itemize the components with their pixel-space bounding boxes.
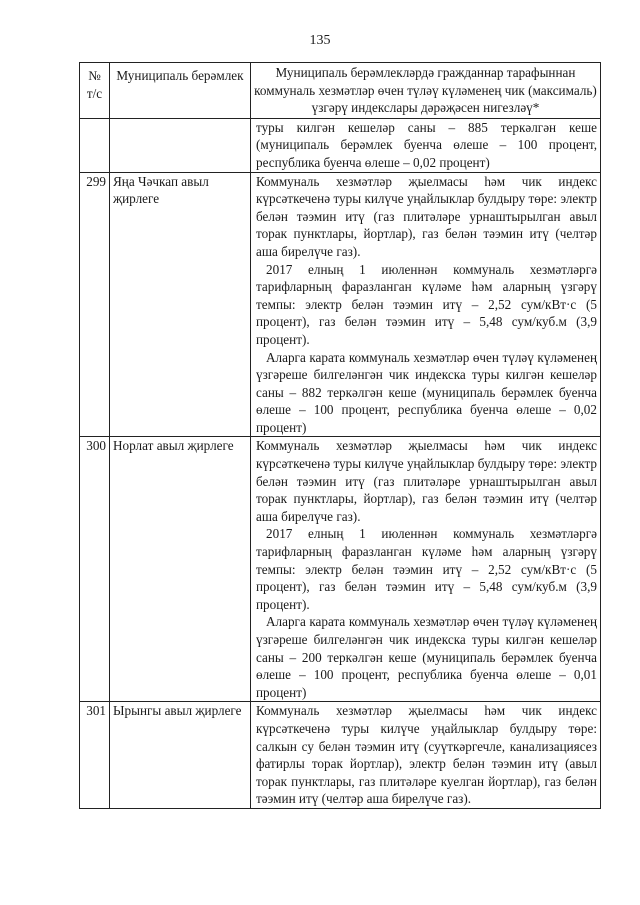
row-municipality (110, 118, 251, 172)
row-description (251, 118, 601, 172)
row-description (251, 437, 601, 702)
description-paragraph: Аларга карата коммуналь хезмәтләр өчен түләү күләменең үзгәреше билгеләнгән чик индекска туры килгән кешеләр саны – 882 теркәлгән кеше (муниципаль берәмлек буенча өлеше – 100 процент, республика буенча өлеше – 0,02 процент) (256, 349, 597, 435)
row-number: 299 (80, 172, 110, 437)
row-description (251, 172, 601, 437)
row-number (80, 118, 110, 172)
table-row (80, 118, 601, 172)
row-number: 300 (80, 437, 110, 702)
row-municipality: Ырынгы авыл җирлеге (110, 702, 251, 809)
row-municipality: Норлат авыл җирлеге (110, 437, 251, 702)
row-number: 301 (80, 702, 110, 809)
description-paragraph: Коммуналь хезмәтләр җыелмасы һәм чик индекс күрсәткеченә туры килүче уңайлыклар булдыру төре: электр белән тәэмин итү (газ плитәләре урнаштырылган авыл торак пунктлары, йортлар), газ белән тәэмин итү (челтәр аша бирелүче газ). (256, 173, 597, 259)
header-description: Муниципаль берәмлекләрдә гражданнар тарафыннан коммуналь хезмәтләр өчен түләү күләменең чик (максималь) үзгәрү индекслары дәрәҗәсен нигезләү* (251, 63, 601, 119)
description-paragraph: 2017 елның 1 июленнән коммуналь хезмәтләргә тарифларның фаразланган күләме һәм аларның үзгәрү темпы: электр белән тәэмин итү – 2,52 сум/кВт·с (5 процент), газ белән тәэмин итү – 5,48 сум/куб.м (3,9 процент). (256, 261, 597, 347)
description-paragraph: Коммуналь хезмәтләр җыелмасы һәм чик индекс күрсәткеченә туры килүче уңайлыклар булдыру төре: салкын су белән тәэмин итү (суүткәргечле, канализациясез фатирлы торак йортлар), электр белән тәэмин итү (авыл торак пунктлары, газ плитәләре куелган йортлар), газ белән тәэмин итү (челтәр аша бирелүче газ). (256, 703, 597, 807)
tariff-table (79, 62, 601, 809)
description-paragraph: 2017 елның 1 июленнән коммуналь хезмәтләргә тарифларның фаразланган күләме һәм аларның үзгәрү темпы: электр белән тәэмин итү – 2,52 сум/кВт·с (5 процент), газ белән тәэмин итү – 5,48 сум/куб.м (3,9 процент). (256, 526, 597, 612)
header-municipality: Муниципаль берәмлек (110, 63, 251, 119)
table-row (80, 437, 601, 702)
table-row (80, 702, 601, 809)
table-row (80, 172, 601, 437)
row-description (251, 702, 601, 809)
header-number: № т/с (80, 63, 110, 119)
page-number: 135 (309, 33, 331, 48)
row-municipality: Яңа Чәчкап авыл җирлеге (110, 172, 251, 437)
description-paragraph: туры килгән кешеләр саны – 885 теркәлгән кеше (муниципаль берәмлек буенча өлеше – 100 процент, республика буенча өлеше – 0,02 процент) (256, 119, 597, 170)
table-header-row (80, 63, 601, 119)
description-paragraph: Аларга карата коммуналь хезмәтләр өчен түләү күләменең үзгәреше билгеләнгән чик индекска туры килгән кешеләр саны – 200 теркәлгән кеше (муниципаль берәмлек буенча өлеше – 100 процент, республика буенча өлеше – 0,01 процент) (256, 614, 597, 700)
description-paragraph: Коммуналь хезмәтләр җыелмасы һәм чик индекс күрсәткеченә туры килүче уңайлыклар булдыру төре: электр белән тәэмин итү (газ плитәләре урнаштырылган авыл торак пунктлары, йортлар), газ белән тәэмин итү (челтәр аша бирелүче газ). (256, 438, 597, 524)
